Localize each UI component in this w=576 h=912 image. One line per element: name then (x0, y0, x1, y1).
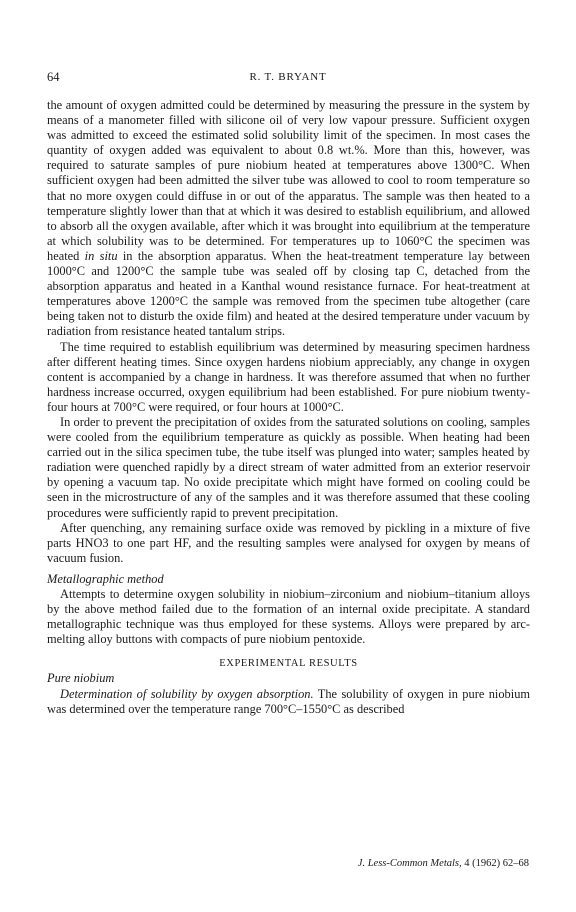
paragraph-1-emphasis: in situ (84, 248, 118, 263)
paragraph-6-emphasis: Determination of solubility by oxygen absorption. (60, 686, 314, 701)
page-number: 64 (47, 70, 60, 84)
paragraph-6-text: The solubility of oxygen in pure niobium was determined over the temperature range 700°C–1550°C as described (47, 686, 531, 716)
paragraph-1-text-b: in the absorption apparatus. When the heat-treatment temperature lay between 1000°C and 1200°C the sample tube was sealed off by closing tap C, detached from the absorption apparatus and heated in a Kanthal wound resistance furnace. For heat-treatment at temperatures above 1200°C the sample was removed from the specimen tube altogether (care being taken not to disturb the oxide film) and heated at the desired temperature under vacuum by radiation from resistance heated tantalum strips. (47, 248, 530, 339)
running-head: R. T. BRYANT (249, 71, 327, 83)
paragraph-4: After quenching, any remaining surface oxide was removed by pickling in a mixture of five parts HNO3 to one part HF, and the resulting samples were analysed for oxygen by means of vacuum fusion. (47, 520, 530, 565)
paragraph-1 (47, 98, 530, 340)
paragraph-6 (47, 687, 530, 717)
subsection-heading-pure-niobium: Pure niobium (47, 671, 115, 686)
page-header (47, 70, 529, 86)
journal-name: J. Less-Common Metals, (357, 858, 462, 869)
body-text (47, 98, 530, 717)
paragraph-1-text: the amount of oxygen admitted could be determined by measuring the pressure in the system by means of a manometer filled with silicone oil of very low vapour pressure. Sufficient oxygen was admitted to exceed the estimated solid solubility limit of the specimen. In most cases the quantity of oxygen added was equivalent to about 0.8 wt.%. More than this, however, was required to saturate samples of pure niobium heated at temperatures above 1300°C. When sufficient oxygen had been admitted the silver tube was allowed to cool to room temperature so that no more oxygen could diffuse in or out of the apparatus. The sample was then heated to a temperature slightly lower than that at which it was desired to establish equilibrium, and allowed to absorb all the oxygen available, after which it was brought into equilibrium at the temperature at which solubility was to be determined. For temperatures up to 1060°C the specimen was heated (47, 98, 530, 263)
paragraph-5: Attempts to determine oxygen solubility in niobium–zirconium and niobium–titanium alloys by the above method failed due to the formation of an internal oxide precipitate. A standard metallographic technique was thus employed for these systems. Alloys were prepared by arc-melting alloy buttons with compacts of pure niobium pentoxide. (47, 587, 530, 647)
section-heading-results: EXPERIMENTAL RESULTS (219, 658, 358, 670)
page-footer (358, 858, 529, 869)
section-heading-metallographic: Metallographic method (47, 571, 164, 586)
paragraph-3: In order to prevent the precipitation of oxides from the saturated solutions on cooling, samples were cooled from the equilibrium temperature as quickly as possible. When heating had been carried out in the silica specimen tube, the tube itself was plunged into water; samples heated by radiation were quenched rapidly by a direct stream of water admitted from an exterior reservoir by opening a vacuum tap. No oxide precipitate which might have formed on cooling could be seen in the microstructure of any of the samples and it was therefore assumed that these cooling procedures were sufficiently rapid to prevent precipitation. (47, 414, 530, 520)
paragraph-2: The time required to establish equilibrium was determined by measuring specimen hardness after different heating times. Since oxygen hardens niobium appreciably, any change in oxygen content is accompanied by a change in hardness. It was therefore assumed that when no further hardness increase occurred, oxygen equilibrium had been established. For pure niobium twenty-four hours at 700°C were required, or four hours at 1000°C. (47, 339, 530, 414)
journal-citation: 4 (1962) 62–68 (464, 858, 529, 869)
